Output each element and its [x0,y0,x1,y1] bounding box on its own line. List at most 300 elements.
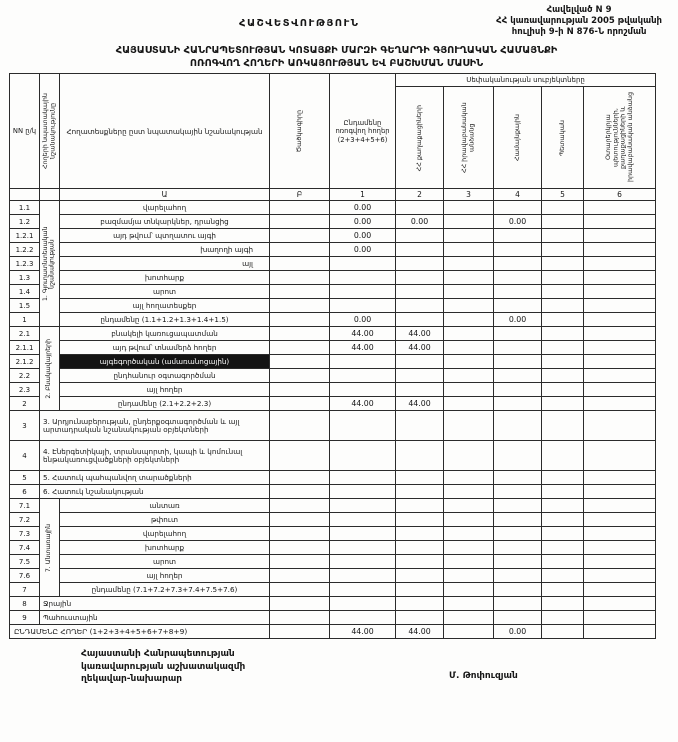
land-type-cell: վարելահող [60,527,270,541]
table-row [10,513,656,527]
table-row [10,541,656,555]
land-type-cell: ԸՆԴԱՄԵՆԸ ՀՈՂԵՐ (1+2+3+4+5+6+7+8+9) [10,625,270,639]
value-cell [444,369,494,383]
value-cell [542,397,584,411]
value-cell [444,215,494,229]
value-cell [584,583,656,597]
value-cell [330,355,396,369]
row-number-cell: 2.3 [10,383,40,397]
row-number-cell: 2.1.2 [10,355,40,369]
signature-block [9,648,664,694]
value-cell [444,485,494,499]
row-number-cell: 7 [10,583,40,597]
land-type-cell: այլ հողեր [60,569,270,583]
value-cell [330,369,396,383]
value-cell [444,229,494,243]
value-cell [270,229,330,243]
value-cell [444,313,494,327]
value-cell [396,499,444,513]
value-cell [270,555,330,569]
value-cell [396,411,444,441]
value-cell [444,569,494,583]
column-letters-row [10,189,656,201]
row-number-cell: 7.1 [10,499,40,513]
row-number-cell: 5 [10,471,40,485]
report-label: ՀԱՇՎԵՏՎՈՒԹՅՈՒՆ [239,18,360,29]
value-cell [330,611,396,625]
value-cell [270,327,330,341]
value-cell [270,527,330,541]
row-number-cell: 1.2.3 [10,257,40,271]
value-cell [270,569,330,583]
value-cell [584,257,656,271]
row-number-cell: 7.5 [10,555,40,569]
value-cell [584,471,656,485]
land-type-cell: այգեգործական (ամառանոցային) [60,355,270,369]
value-cell [542,555,584,569]
value-cell [270,411,330,441]
signature-title [81,648,245,684]
title-line-2: ՈՌՈԳՎՈՂ ՀՈՂԵՐԻ ԱՌԿԱՅՈՒԹՅԱՆ ԵՎ ԲԱՇԽՄԱՆ ՄԱՍԻՆ [189,57,484,69]
col-header-total-irrigated: Ընդամենը ոռոգվող հողեր (2+3+4+5+6) [330,74,396,189]
value-cell [270,625,330,639]
value-cell [542,201,584,215]
value-cell [542,611,584,625]
value-cell [584,341,656,355]
value-cell [494,229,542,243]
value-cell [396,201,444,215]
value-cell [584,327,656,341]
value-cell [494,611,542,625]
appendix-reference [496,5,662,38]
purpose-group-rotated-label: 1. Գյուղատնտեսական նշանակության [42,226,56,302]
col-header-community [494,87,542,189]
letter-cell: 4 [494,189,542,201]
col-header-purpose [40,74,60,189]
purpose-group-cell [40,327,60,411]
value-cell [542,341,584,355]
row-number-cell: 7.4 [10,541,40,555]
value-cell [330,299,396,313]
row-number-cell: 2.1.1 [10,341,40,355]
value-cell [396,569,444,583]
value-cell [494,411,542,441]
value-cell [270,369,330,383]
value-cell [270,215,330,229]
value-cell [584,441,656,471]
appendix-line-2: ՀՀ կառավարության 2005 թվականի [496,16,662,27]
table-row [10,499,656,513]
row-number-cell: 8 [10,597,40,611]
value-cell [396,597,444,611]
value-cell [444,625,494,639]
row-number-cell: 1.2.1 [10,229,40,243]
land-type-cell: բազմամյա տնկարկներ, դրանցից [60,215,270,229]
value-cell [270,285,330,299]
row-number-cell: 1.5 [10,299,40,313]
value-cell [444,527,494,541]
value-cell [396,229,444,243]
land-type-cell: 6. Հատուկ նշանակության [40,485,270,499]
value-cell [542,215,584,229]
header-row-top [10,74,656,87]
table-row [10,285,656,299]
land-type-cell: խաղողի այգի [60,243,270,257]
value-cell [542,513,584,527]
value-cell [494,513,542,527]
value-cell [270,341,330,355]
value-cell [494,485,542,499]
col-header-code [270,74,330,189]
value-cell [396,355,444,369]
value-cell [330,441,396,471]
table-row [10,527,656,541]
value-cell [396,313,444,327]
land-type-cell: ընդամենը (7.1+7.2+7.3+7.4+7.5+7.6) [60,583,270,597]
value-cell [542,313,584,327]
appendix-line-3: հուլիսի 9-ի N 876-Ն որոշման [511,27,647,38]
value-cell [584,555,656,569]
code-rotated-label: Ծածկագիրը [294,110,303,153]
value-cell [494,583,542,597]
value-cell [444,243,494,257]
value-cell [542,327,584,341]
value-cell [396,471,444,485]
table-row [10,485,656,499]
value-cell [542,471,584,485]
value-cell [396,527,444,541]
table-row [10,597,656,611]
land-type-cell: այլ հողատեսքեր [60,299,270,313]
value-cell [396,271,444,285]
value-cell [330,541,396,555]
value-cell [444,271,494,285]
value-cell [444,383,494,397]
table-row [10,271,656,285]
value-cell [494,527,542,541]
table-row [10,355,656,369]
value-cell [494,597,542,611]
row-number-cell: 6 [10,485,40,499]
legal-entities-rotated-label: ՀՀ իրավաբանական անձանց [460,102,476,174]
table-row [10,441,656,471]
table-row [10,611,656,625]
value-cell [444,257,494,271]
value-cell: 0.00 [330,201,396,215]
purpose-group-rotated-label: 2. Բնակավայրերի [45,339,53,399]
document-header [9,5,664,45]
purpose-rotated-label: Հողերի նպատակային նշանակությունը [41,93,57,170]
value-cell [270,583,330,597]
value-cell [444,201,494,215]
row-number-cell: 1.2.2 [10,243,40,257]
letter-cell [40,189,60,201]
value-cell [542,625,584,639]
value-cell [584,397,656,411]
land-type-cell: այդ թվում՝ պտղատու այգի [60,229,270,243]
table-row [10,369,656,383]
col-header-state [542,87,584,189]
signature-title-line-3: ղեկավար-նախարար [81,673,183,684]
land-type-cell: այդ թվում՝ տնամերձ հողեր [60,341,270,355]
letter-cell: 2 [396,189,444,201]
value-cell [396,485,444,499]
value-cell: 0.00 [494,215,542,229]
land-type-cell: արոտ [60,555,270,569]
value-cell [584,541,656,555]
row-number-cell: 7.3 [10,527,40,541]
value-cell [444,499,494,513]
value-cell [494,257,542,271]
title-line-1: ՀԱՅԱՍՏԱՆԻ ՀԱՆՐԱՊԵՏՈՒԹՅԱՆ ԿՈՏԱՅՔԻ ՄԱՐԶԻ ԳԵՂԱՐԴԻ ԳՅՈՒՂԱԿԱՆ ՀԱՄԱՅՆՔԻ [115,45,558,56]
value-cell [584,369,656,383]
value-cell [494,471,542,485]
value-cell [270,485,330,499]
value-cell: 44.00 [396,397,444,411]
land-type-cell: ընդամենը (1.1+1.2+1.3+1.4+1.5) [60,313,270,327]
col-header-nn: NN ը/կ [10,74,40,189]
table-row [10,383,656,397]
value-cell [584,513,656,527]
signature-name: Մ. Թոփուզյան [449,671,518,682]
value-cell [396,243,444,257]
table-row [10,341,656,355]
value-cell [270,597,330,611]
value-cell [330,555,396,569]
citizens-rotated-label: ՀՀ քաղաքացիների [414,104,423,172]
value-cell [330,569,396,583]
value-cell [494,569,542,583]
purpose-group-rotated-label: 7. Անտառային [45,523,53,573]
value-cell [584,355,656,369]
table-row [10,313,656,327]
value-cell [584,611,656,625]
value-cell [584,313,656,327]
value-cell [444,583,494,597]
row-number-cell: 1.2 [10,215,40,229]
value-cell [584,271,656,285]
value-cell [584,625,656,639]
table-row [10,471,656,485]
land-type-cell: Ջրային [40,597,270,611]
row-number-cell: 9 [10,611,40,625]
value-cell [542,441,584,471]
value-cell [444,299,494,313]
value-cell [584,215,656,229]
value-cell [494,499,542,513]
value-cell [584,597,656,611]
value-cell [494,541,542,555]
value-cell: 44.00 [330,397,396,411]
value-cell [330,485,396,499]
value-cell [444,411,494,441]
land-type-cell: արոտ [60,285,270,299]
value-cell: 0.00 [330,313,396,327]
value-cell [270,299,330,313]
value-cell [494,327,542,341]
value-cell [330,471,396,485]
value-cell [444,441,494,471]
row-number-cell: 2 [10,397,40,411]
col-header-citizens [396,87,444,189]
value-cell [444,555,494,569]
value-cell [542,229,584,243]
table-row [10,583,656,597]
purpose-group-cell [40,499,60,597]
row-number-cell: 7.2 [10,513,40,527]
table-row [10,397,656,411]
signature-title-line-2: կառավարության աշխատակազմի [81,661,246,672]
value-cell [584,411,656,441]
letter-cell: Բ [270,189,330,201]
value-cell [270,499,330,513]
value-cell [444,355,494,369]
col-header-foreign [584,87,656,189]
value-cell [444,471,494,485]
col-header-land-types: Հողատեսքները ըստ նպատակային նշանակության [60,74,270,189]
value-cell [270,313,330,327]
value-cell [542,285,584,299]
value-cell [494,271,542,285]
value-cell [542,243,584,257]
row-number-cell: 3 [10,411,40,441]
value-cell [584,383,656,397]
community-rotated-label: Համայնքային [512,114,521,162]
value-cell [584,299,656,313]
value-cell: 44.00 [396,341,444,355]
signature-title-line-1: Հայաստանի Հանրապետության [81,649,235,660]
document-title [9,45,664,70]
value-cell [494,355,542,369]
value-cell [396,513,444,527]
value-cell [494,555,542,569]
value-cell [584,485,656,499]
value-cell [330,583,396,597]
table-row [10,201,656,215]
value-cell [542,541,584,555]
foreign-rotated-label: Օտարերկրյա պետությունների, քաղաքացիների և իրավաբանական անձանց [603,92,634,183]
value-cell: 0.00 [330,215,396,229]
value-cell [542,299,584,313]
row-number-cell: 1 [10,313,40,327]
value-cell: 44.00 [396,625,444,639]
value-cell [542,271,584,285]
value-cell [270,471,330,485]
value-cell [396,583,444,597]
table-row [10,569,656,583]
value-cell [444,341,494,355]
table-row [10,215,656,229]
value-cell [494,299,542,313]
land-type-cell: 3. Արդյունաբերության, ընդերքօգտագործման և այլ արտադրական նշանակության օբյեկտների [40,411,270,441]
value-cell: 44.00 [330,625,396,639]
table-row [10,555,656,569]
value-cell [542,485,584,499]
land-type-cell: 4. Էներգետիկայի, տրանսպորտի, կապի և կոմունալ ենթակառուցվածքների օբյեկտների [40,441,270,471]
value-cell [330,271,396,285]
land-type-cell: թփուտ [60,513,270,527]
value-cell [396,383,444,397]
value-cell: 0.00 [494,625,542,639]
value-cell [330,527,396,541]
land-type-cell: անտառ [60,499,270,513]
letter-cell: Ա [60,189,270,201]
value-cell [542,355,584,369]
letter-cell: 1 [330,189,396,201]
state-rotated-label: Պետական [557,119,566,156]
land-type-cell: խոտհարք [60,541,270,555]
value-cell: 44.00 [330,327,396,341]
value-cell [584,201,656,215]
row-number-cell: 1.3 [10,271,40,285]
value-cell [494,441,542,471]
grand-total-row [10,625,656,639]
table-header [10,74,656,201]
value-cell [584,569,656,583]
row-number-cell: 2.1 [10,327,40,341]
land-type-cell: ընդամենը (2.1+2.2+2.3) [60,397,270,411]
value-cell [444,285,494,299]
value-cell [584,229,656,243]
value-cell [396,257,444,271]
row-number-cell: 4 [10,441,40,471]
value-cell [542,411,584,441]
value-cell [444,597,494,611]
value-cell [494,285,542,299]
value-cell [270,257,330,271]
value-cell: 44.00 [330,341,396,355]
col-header-legal-entities [444,87,494,189]
report-table-body [10,201,656,639]
value-cell [396,441,444,471]
purpose-group-cell [40,201,60,327]
value-cell [444,327,494,341]
value-cell [542,257,584,271]
land-type-cell: վարելահող [60,201,270,215]
land-type-cell: ընդհանուր օգտագործման [60,369,270,383]
value-cell [330,513,396,527]
value-cell: 44.00 [396,327,444,341]
table-row [10,243,656,257]
value-cell [542,583,584,597]
value-cell [494,369,542,383]
land-type-cell: այլ [60,257,270,271]
value-cell [330,411,396,441]
value-cell [330,383,396,397]
land-type-cell: խոտհարք [60,271,270,285]
row-number-cell: 1.4 [10,285,40,299]
letter-cell [10,189,40,201]
value-cell [444,397,494,411]
value-cell [396,555,444,569]
value-cell [494,201,542,215]
value-cell [542,369,584,383]
row-number-cell: 1.1 [10,201,40,215]
value-cell [396,541,444,555]
land-type-cell: 5. Հատուկ պահպանվող տարածքների [40,471,270,485]
value-cell [542,527,584,541]
value-cell [584,527,656,541]
value-cell [542,499,584,513]
value-cell [270,541,330,555]
value-cell [270,355,330,369]
land-type-cell: Պահուստային [40,611,270,625]
value-cell [542,383,584,397]
value-cell [396,369,444,383]
value-cell [330,499,396,513]
value-cell [396,611,444,625]
value-cell [270,271,330,285]
